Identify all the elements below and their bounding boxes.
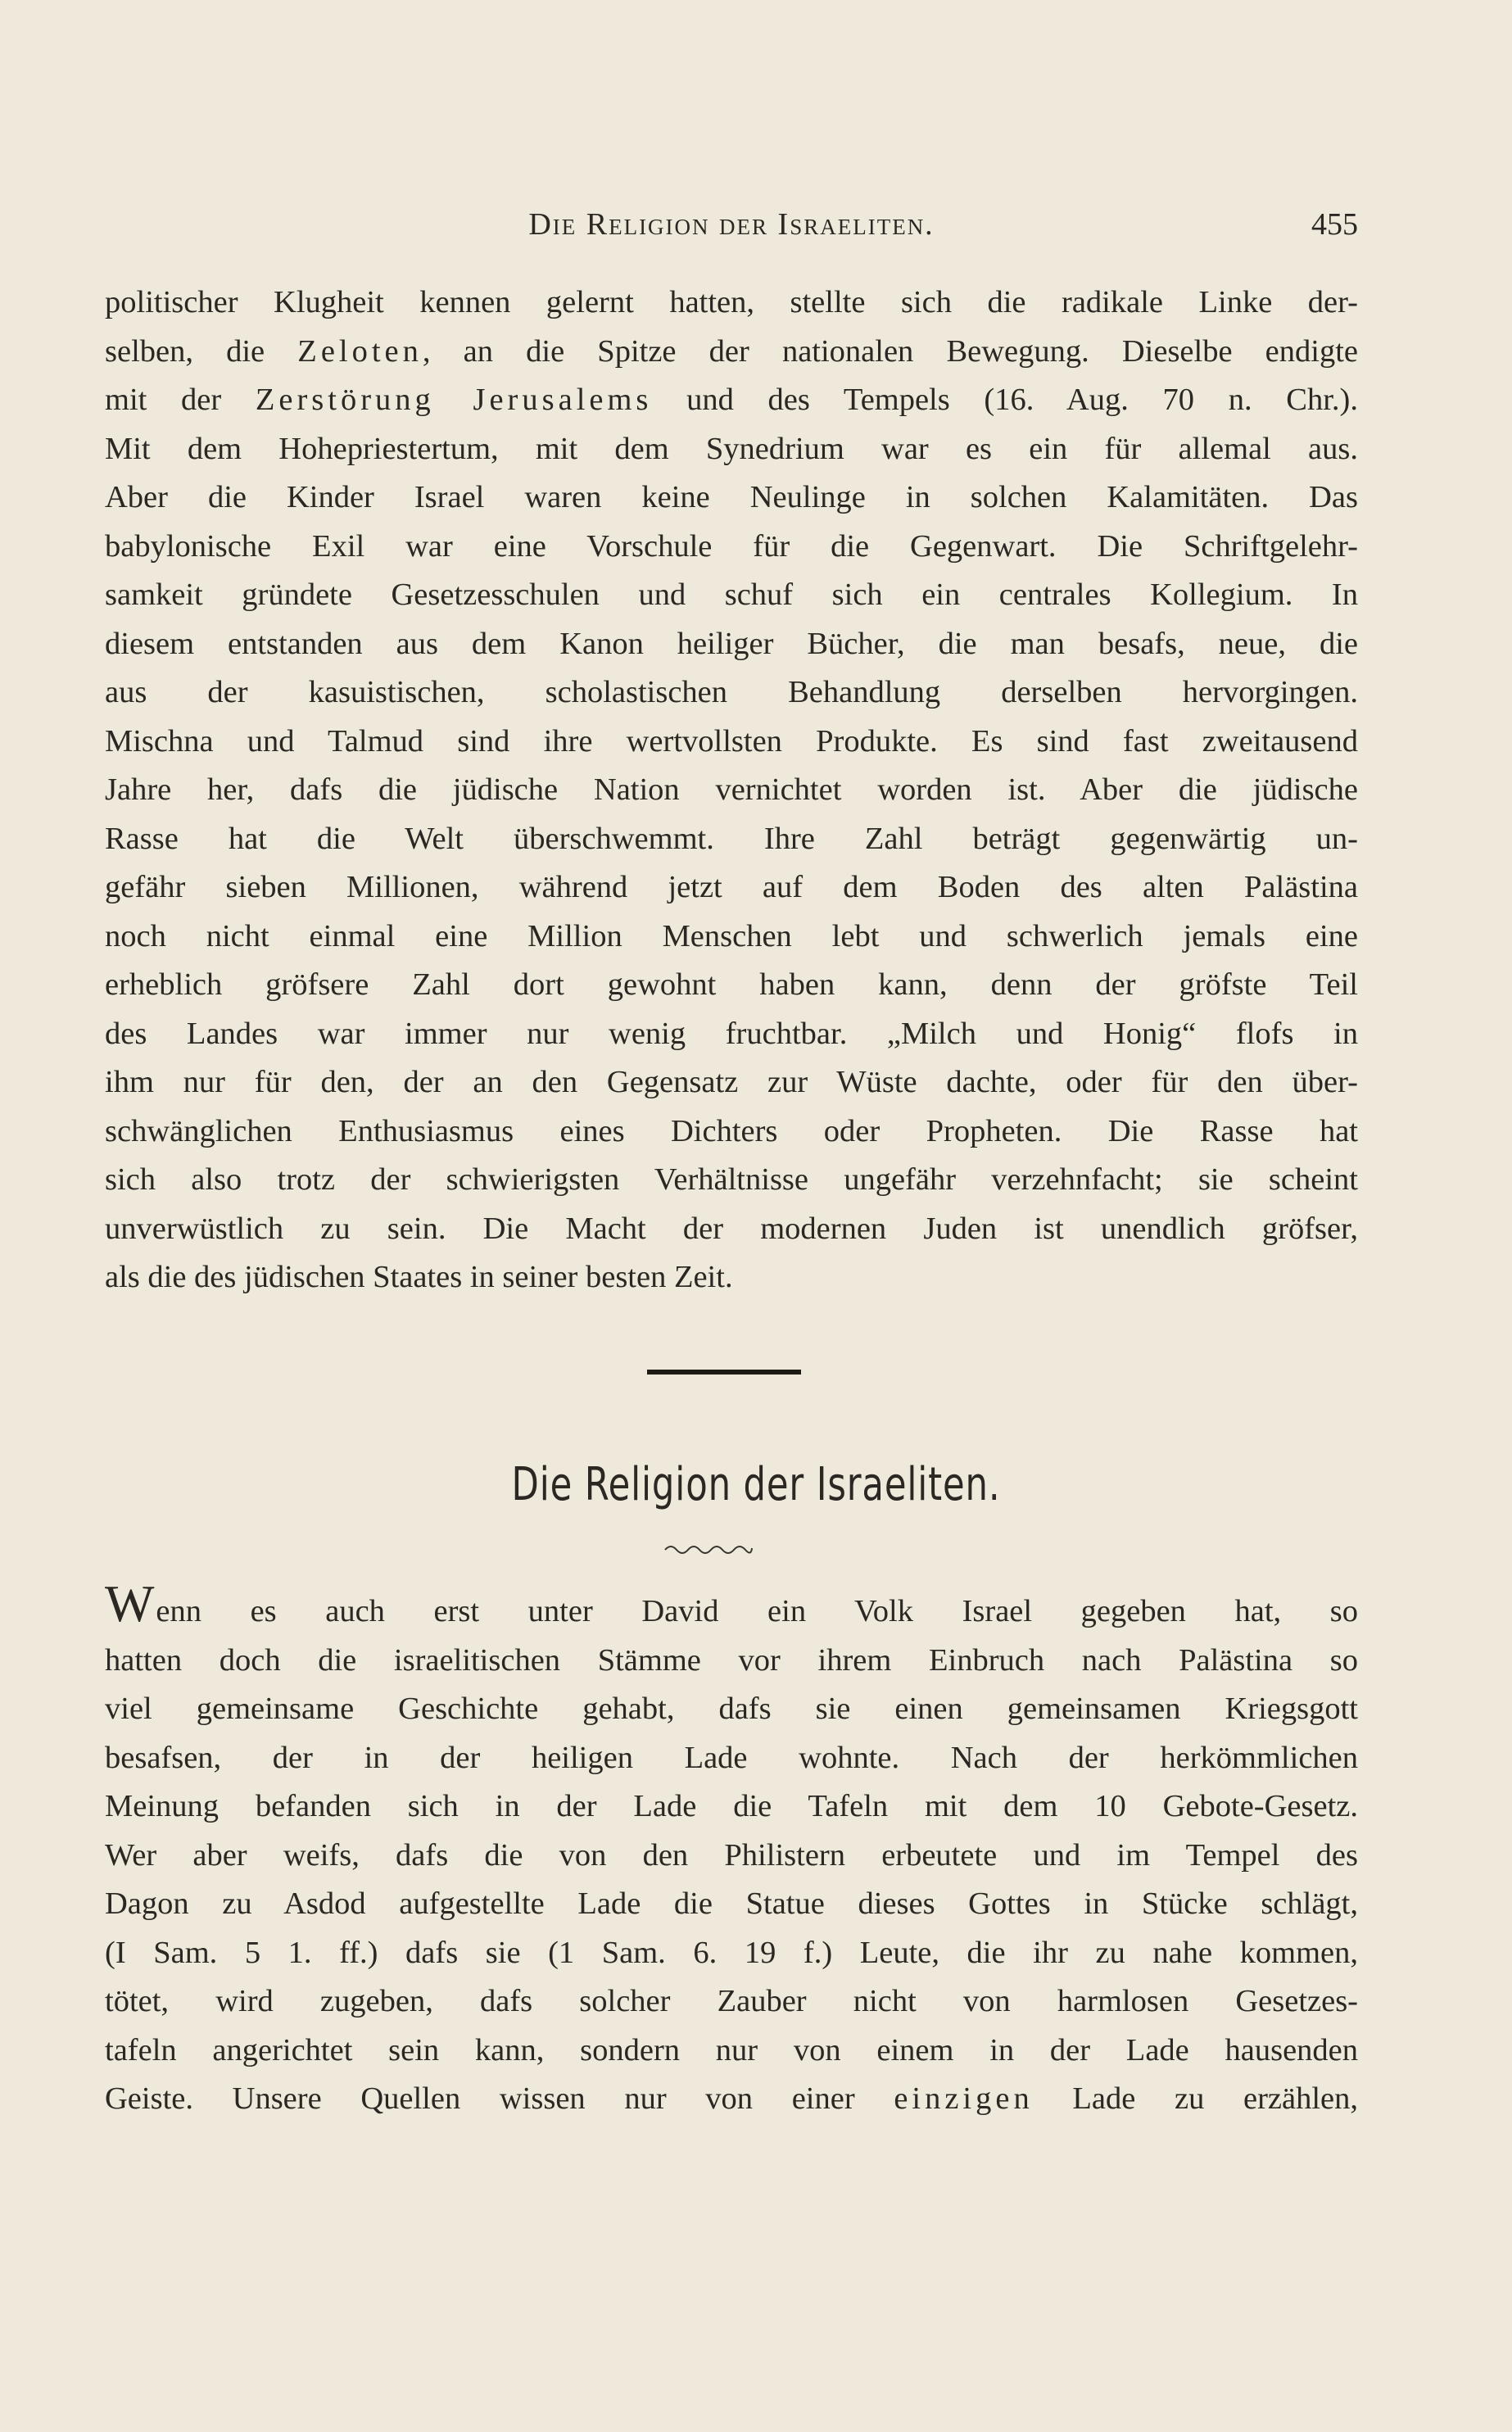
wavy-ornament-icon (663, 1540, 754, 1556)
running-header (105, 206, 1358, 247)
text-line: erheblich gröfsere Zahl dort gewohnt haben kann, denn der gröfste Teil (105, 967, 1358, 1002)
text-line: aus der kasuistischen, scholastischen Behandlung derselben hervorgingen. (105, 675, 1358, 709)
text-line: gefähr sieben Millionen, während jetzt auf dem Boden des alten Palästina (105, 870, 1358, 904)
text-line: mit der Zerstörung Jerusalems und des Tempels (16. Aug. 70 n. Chr.). (105, 383, 1358, 417)
text-line: diesem entstanden aus dem Kanon heiliger Bücher, die man besafs, neue, die (105, 626, 1358, 661)
text-line: Jahre her, dafs die jüdische Nation vernichtet worden ist. Aber die jüdische (105, 772, 1358, 807)
emphasis-text: Zerstörung Jerusalems (255, 383, 653, 417)
text-line: politischer Klugheit kennen gelernt hatten, stellte sich die radikale Linke der- (105, 285, 1358, 319)
text-line: Wenn es auch erst unter David ein Volk Israel gegeben hat, so (105, 1574, 1358, 1633)
text-line: tötet, wird zugeben, dafs solcher Zauber nicht von harmlosen Gesetzes- (105, 1984, 1358, 2018)
text-line: Aber die Kinder Israel waren keine Neulinge in solchen Kalamitäten. Das (105, 480, 1358, 514)
running-title: Die Religion der Israeliten. (528, 207, 935, 242)
text-line: tafeln angerichtet sein kann, sondern nur von einem in der Lade hausenden (105, 2032, 1358, 2067)
text-line: schwänglichen Enthusiasmus eines Dichters oder Propheten. Die Rasse hat (105, 1113, 1358, 1148)
text-line: als die des jüdischen Staates in seiner besten Zeit. (105, 1260, 733, 1294)
emphasis-text: Zeloten (297, 333, 423, 369)
text-line: Wer aber weifs, dafs die von den Philistern erbeutete und im Tempel des (105, 1837, 1358, 1873)
section-divider-rule (647, 1370, 801, 1375)
text-line: Geiste. Unsere Quellen wissen nur von einer einzigen Lade zu erzählen, (105, 2081, 1358, 2116)
page-number: 455 (1311, 207, 1358, 242)
text-line: Meinung befanden sich in der Lade die Tafeln mit dem 10 Gebote-Gesetz. (105, 1789, 1358, 1823)
text-line: sich also trotz der schwierigsten Verhältnisse ungefähr verzehnfacht; sie scheint (105, 1162, 1358, 1197)
paragraph-2 (105, 1574, 1358, 2124)
text-line: Dagon zu Asdod aufgestellte Lade die Statue dieses Gottes in Stücke schlägt, (105, 1886, 1358, 1921)
text-line: des Landes war immer nur wenig fruchtbar. „Milch und Honig“ flofs in (105, 1016, 1358, 1051)
text-line: (I Sam. 5 1. ff.) dafs sie (1 Sam. 6. 19 f.) Leute, die ihr zu nahe kommen, (105, 1935, 1358, 1970)
text-line: Rasse hat die Welt überschwemmt. Ihre Zahl beträgt gegenwärtig un- (105, 821, 1358, 856)
text-line: ihm nur für den, der an den Gegensatz zur Wüste dachte, oder für den über- (105, 1065, 1358, 1099)
text-line: unverwüstlich zu sein. Die Macht der modernen Juden ist unendlich gröfser, (105, 1211, 1358, 1246)
text-line: noch nicht einmal eine Million Menschen lebt und schwerlich jemals eine (105, 918, 1358, 953)
section-heading: Die Religion der Israeliten. (511, 1458, 1001, 1511)
text-line: besafsen, der in der heiligen Lade wohnte. Nach der herkömmlichen (105, 1740, 1358, 1775)
text-line: hatten doch die israelitischen Stämme vor ihrem Einbruch nach Palästina so (105, 1642, 1358, 1678)
text-line: viel gemeinsame Geschichte gehabt, dafs sie einen gemeinsamen Kriegsgott (105, 1692, 1358, 1726)
text-line: Mischna und Talmud sind ihre wertvollsten Produkte. Es sind fast zweitausend (105, 723, 1358, 759)
emphasis-text: einzigen (894, 2081, 1034, 2116)
text-line: selben, die Zeloten, an die Spitze der nationalen Bewegung. Dieselbe endigte (105, 333, 1359, 369)
text-line: Mit dem Hohepriestertum, mit dem Synedrium war es ein für allemal aus. (105, 431, 1358, 466)
text-line: babylonische Exil war eine Vorschule für die Gegenwart. Die Schriftgelehr- (105, 528, 1358, 564)
text-line: samkeit gründete Gesetzesschulen und schuf sich ein centrales Kollegium. In (105, 577, 1358, 612)
drop-cap: W (105, 1574, 155, 1633)
paragraph-1 (105, 279, 1358, 1302)
